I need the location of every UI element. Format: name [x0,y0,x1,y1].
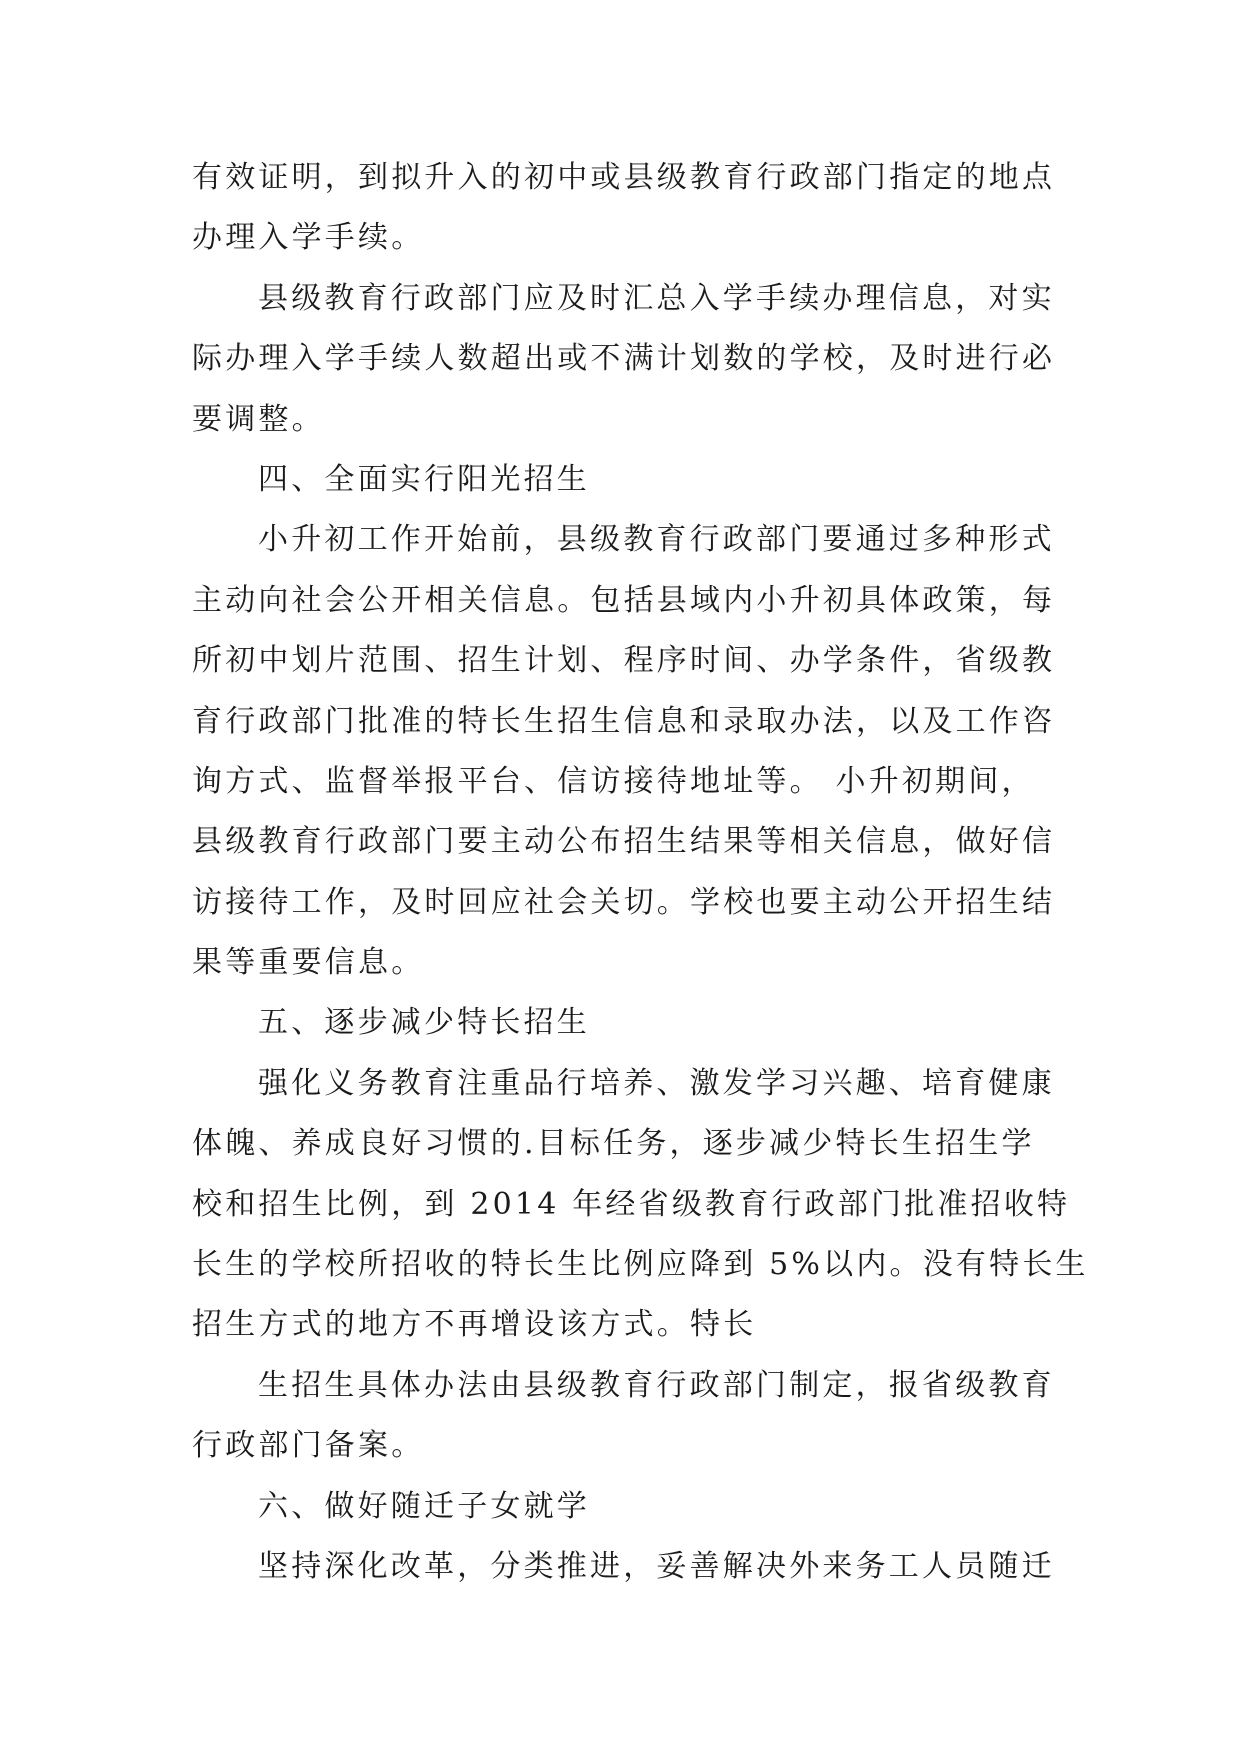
text-line: 县级教育行政部门要主动公布招生结果等相关信息，做好信 [192,824,1056,860]
text-line: 校和招生比例，到 2014 年经省级教育行政部门批准招收特 [192,1186,1071,1222]
paragraph-first-line: 小升初工作开始前，县级教育行政部门要通过多种形式 [258,522,1055,558]
paragraph-first-line: 坚持深化改革，分类推进，妥善解决外来务工人员随迁 [258,1548,1055,1584]
text-line: 询方式、监督举报平台、信访接待地址等。 小升初期间， [192,763,1035,799]
text-line: 行政部门备案。 [192,1428,425,1464]
text-line: 育行政部门批准的特长生招生信息和录取办法，以及工作咨 [192,703,1056,739]
section-heading-6: 六、做好随迁子女就学 [258,1488,590,1524]
text-line: 际办理入学手续人数超出或不满计划数的学校，及时进行必 [192,341,1056,377]
text-line: 办理入学手续。 [192,220,425,256]
text-line: 有效证明，到拟升入的初中或县级教育行政部门指定的地点 [192,160,1056,195]
text-line: 体魄、养成良好习惯的.目标任务，逐步减少特长生招生学 [192,1126,1035,1162]
text-line: 长生的学校所招收的特长生比例应降到 5%以内。没有特长生 [192,1247,1089,1283]
paragraph-first-line: 生招生具体办法由县级教育行政部门制定，报省级教育 [258,1367,1055,1403]
text-line: 要调整。 [192,401,325,437]
text-line: 访接待工作，及时回应社会关切。学校也要主动公开招生结 [192,884,1056,920]
text-line: 招生方式的地方不再增设该方式。特长 [192,1307,757,1343]
paragraph-first-line: 强化义务教育注重品行培养、激发学习兴趣、培育健康 [258,1065,1055,1101]
text-line: 果等重要信息。 [192,945,425,981]
section-heading-5: 五、逐步减少特长招生 [258,1005,590,1041]
paragraph-first-line: 县级教育行政部门应及时汇总入学手续办理信息，对实 [258,280,1055,316]
text-line: 主动向社会公开相关信息。包括县域内小升初具体政策，每 [192,582,1056,618]
document-body [192,159,1089,1608]
text-line: 所初中划片范围、招生计划、程序时间、办学条件，省级教 [192,643,1056,679]
section-heading-4: 四、全面实行阳光招生 [258,461,590,497]
